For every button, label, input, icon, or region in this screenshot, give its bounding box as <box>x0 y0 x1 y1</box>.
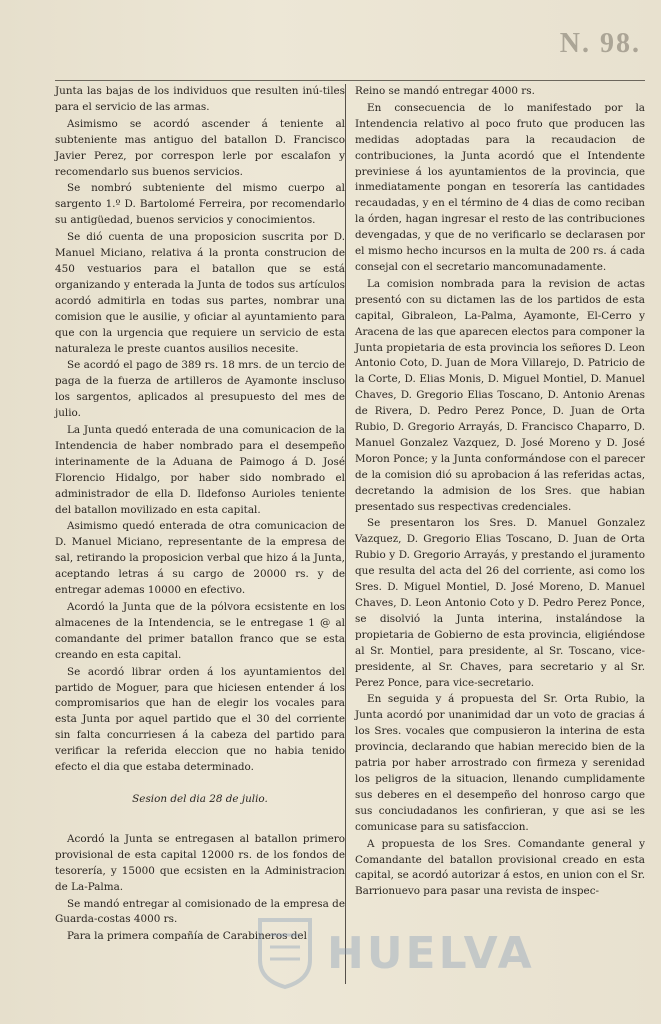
paragraph: Se dió cuenta de una proposicion suscrita por D. Manuel Miciano, relativa á la pronta construcion de 450 vestuarios para el batallon que se está organizando y enterada la Junta de todos sus artículos acordó admitirla en todas sus partes, nombrar una comision que le ausilie, y oficiar al ayuntamiento para que con la urgencia que requiere un servicio de esta naturaleza le preste cuantos ausilios necesite. <box>55 231 345 355</box>
paragraph: Asimismo quedó enterada de otra comunicacion de D. Manuel Miciano, representante de la empresa de sal, retirando la proposicion verbal que hizo á la Junta, aceptando letras á su cargo de 20000 rs. y de entregar ademas 10000 en efectivo. <box>55 520 345 597</box>
paragraph: En seguida y á propuesta del Sr. Orta Rubio, la Junta acordó por unanimidad dar un voto de gracias á los Sres. vocales que compusieron la interina de esta provincia, declarando que habian merecido bien de la patria por haber arrostrado con firmeza y serenidad los peligros de la situacion, llenando cumplidamente sus deberes en el desempeño del honroso cargo que sus conciudadanos les confirieran, y que asi se les comunicase para su satisfaccion. <box>355 693 645 833</box>
paragraph: Reino se mandó entregar 4000 rs. <box>355 85 535 97</box>
paragraph: Asimismo se acordó ascender á teniente al subteniente mas antiguo del batallon D. Francisco Javier Perez, por correspon lerle por escalafon y recomendarlo sus buenos servicios. <box>55 117 345 178</box>
paragraph: Se acordó librar orden á los ayuntamientos del partido de Moguer, para que hiciesen entender á los compromisarios que han de elegir los vocales para esta Junta por aquel partido que el 30 del corriente sin falta concurriesen á la cabeza del partido para verificar la referida eleccion que no habia tenido efecto el dia que estaba determinado. <box>55 665 345 774</box>
left-column <box>55 84 345 946</box>
paragraph: Se mandó entregar al comisionado de la empresa de Guarda-costas 4000 rs. <box>55 897 345 926</box>
paragraph: Acordó la Junta que de la pólvora ecsistente en los almacenes de la Intendencia, se le entregase 1 @ al comandante del primer batallon franco que se esta creando en esta capital. <box>55 601 345 661</box>
shield-icon <box>255 915 315 991</box>
page-number-header: N. 98. <box>559 28 641 59</box>
watermark-text: HUELVA <box>327 927 535 979</box>
top-rule <box>55 80 645 81</box>
paragraph: Acordó la Junta se entregasen al batallon primero provisional de esta capital 12000 rs. de los fondos de tesorería, y 15000 que ecsisten en la Administracion de La-Palma. <box>55 832 345 893</box>
paragraph: La comision nombrada para la revision de actas presentó con su dictamen las de los partidos de esta capital, Gibraleon, La-Palma, Ayamonte, El-Cerro y Aracena de las que aparecen electos para componer la Junta propietaria de esta provincia los señores D. Leon Antonio Coto, D. Juan de Mora Villarejo, D. Patricio de la Corte, D. Elias Monis, D. Miguel Montiel, D. Manuel Chaves, D. Gregorio Elias Toscano, D. Antonio Arenas de Rivera, D. Pedro Perez Ponce, D. Juan de Orta Rubio, D. Gregorio Arrayás, D. Francisco Chaparro, D. Manuel Gonzalez Vazquez, D. José Moreno y D. José Moron Ponce; y la Junta conformándose con el parecer de la comision dió su aprobacion á las referidas actas, decretando la admision de los Sres. que habian presentado sus respectivas credenciales. <box>355 277 645 513</box>
paragraph: Se presentaron los Sres. D. Manuel Gonzalez Vazquez, D. Gregorio Elias Toscano, D. Juan de Orta Rubio y D. Gregorio Arrayás, y prestando el juramento que resulta del acta del 26 del corriente, asi como los Sres. D. Miguel Montiel, D. José Moreno, D. Manuel Chaves, D. Leon Antonio Coto y D. Pedro Perez Ponce, se disolvió la Junta interina, instalándose la propietaria de Gobierno de esta provincia, eligiéndose al Sr. Montiel, para presidente, al Sr. Toscano, vice-presidente, al Sr. Chaves, para secretario y al Sr. Perez Ponce, para vice-secretario. <box>355 517 645 689</box>
right-column <box>355 84 645 901</box>
paragraph: A propuesta de los Sres. Comandante general y Comandante del batallon provisional creado en esta capital, se acordó autorizar á estos, en union con el Sr. Barrionuevo para pasar una revista de inspec- <box>355 837 645 898</box>
paragraph: Se acordó el pago de 389 rs. 18 mrs. de un tercio de paga de la fuerza de artilleros de Ayamonte inscluso los sargentos, aplicados al presupuesto del mes de julio. <box>55 359 345 420</box>
paragraph: Se nombró subteniente del mismo cuerpo al sargento 1.º D. Bartolomé Ferreira, por recomendarlo su antigüedad, buenos servicios y conocimientos. <box>55 182 345 227</box>
watermark <box>255 915 535 991</box>
paragraph: Junta las bajas de los individuos que resulten inú-tiles para el servicio de las armas. <box>55 85 345 113</box>
paragraph: En consecuencia de lo manifestado por la Intendencia relativo al poco fruto que producen las medidas adoptadas para la recaudacion de contribuciones, la Junta acordó que el Intendente previniese á los ayuntamientos de la provincia, que inmediatamente pongan en tesorería las cantidades recaudadas, y en el término de 4 dias de como reciban la órden, hagan ingresar el resto de las contribuciones devengadas, y que de no verificarlo se declarasen por el mismo hecho incursos en la multa de 200 rs. á cada consejal con el secretario mancomunadamente. <box>355 101 645 273</box>
session-heading: Sesion del dia 28 de julio. <box>132 792 268 805</box>
paragraph: La Junta quedó enterada de una comunicacion de la Intendencia de haber nombrado para el desempeño interinamente de la Aduana de Paimogo á D. José Florencio Hidalgo, por haber sido nombrado el administrador de ella D. Ildefonso Aurioles teniente del batallon movilizado en esta capital. <box>55 424 345 516</box>
column-divider <box>345 84 346 984</box>
paragraph: Para la primera compañía de Carabineros del <box>67 930 307 943</box>
